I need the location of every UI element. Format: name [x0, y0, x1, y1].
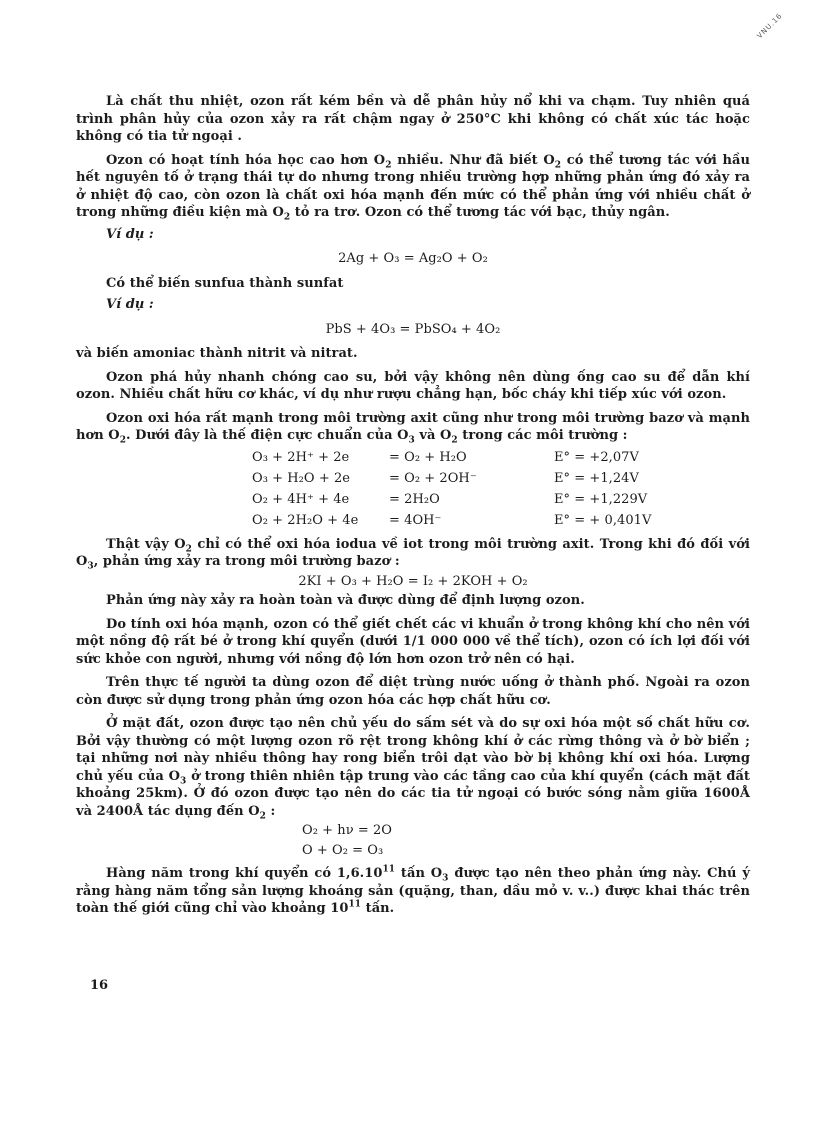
potential-row: O₂ + 2H₂O + 4e = 4OH⁻ E° = + 0,401V	[252, 513, 652, 529]
equation-lead-sulfide: PbS + 4O₃ = PbSO₄ + 4O₂	[325, 321, 501, 337]
paragraph-ammonia: và biến amoniac thành nitrit và nitrat.	[76, 346, 358, 361]
page-number: 16	[90, 978, 109, 993]
paragraph-iodide: Thật vậy $O_2$ chỉ có thể oxi hóa iodua về iot trong môi trường axit. Trong khi đó đối với $O_3$, phản ứng xảy ra trong môi trường bazơ :	[76, 536, 750, 572]
electrode-potential-table	[252, 448, 674, 532]
example-label: Ví dụ :	[106, 297, 154, 312]
equation-potassium-iodide: 2KI + O₃ + H₂O = I₂ + 2KOH + O₂	[298, 573, 528, 589]
paragraph-quantification: Phản ứng này xảy ra hoàn toàn và được dùng để định lượng ozon.	[106, 593, 585, 608]
potential-row: O₂ + 4H⁺ + 4e = 2H₂O E° = +1,229V	[252, 492, 648, 508]
equation-photolysis: O₂ + hν = 2O	[302, 823, 392, 838]
potential-row: O₃ + H₂O + 2e = O₂ + 2OH⁻ E° = +1,24V	[252, 471, 639, 487]
equation-recombination: O + O₂ = O₃	[302, 842, 384, 858]
equation-silver: 2Ag + O₃ = Ag₂O + O₂	[338, 251, 488, 266]
paragraph-bacteria: Do tính oxi hóa mạnh, ozon có thể giết chết các vi khuẩn ở trong không khí cho nên với một nồng độ rất bé ở trong khí quyển (dưới 1/1 000 000 về thể tích), ozon có ích lợi đối với sức khỏe con người, nhưng với nồng độ lớn hơn ozon trở nên có hại.	[76, 616, 750, 667]
paragraph-reactivity: Ozon có hoạt tính hóa học cao hơn $O_2$ nhiều. Như đã biết $O_2$ có thể tương tác với hầu hết nguyên tố ở trạng thái tự do nhưng trong nhiều trường hợp những phản ứng đó xảy ra ở nhiệt độ cao, còn ozon là chất oxi hóa mạnh đến mức có thể phản ứng với nhiều chất ở trong những điều kiện mà $O_2$ tỏ ra trơ. Ozon có thể tương tác với bạc, thủy ngân.	[76, 152, 751, 223]
body-text	[76, 93, 750, 918]
example-label: Ví dụ :	[106, 226, 154, 242]
paragraph-sulfide: Có thể biến sunfua thành sunfat	[106, 275, 344, 291]
paragraph-annual-production: Hàng năm trong khí quyển có 1,6.10$^{11}$ tấn $O_3$ được tạo nên theo phản ứng này. Chú ý rằng hàng năm tổng sản lượng khoáng sản (quặng, than, dầu mỏ v. v..) được khai thác trên toàn thế giới cũng chỉ vào khoảng $10^{11}$ tấn.	[76, 864, 751, 916]
paragraph-decomposition: Là chất thu nhiệt, ozon rất kém bền và dễ phân hủy nổ khi va chạm. Tuy nhiên quá trình phân hủy của ozon xảy ra rất chậm ngay ở 250°C khi không có chất xúc tác hoặc không có tia tử ngoại .	[76, 94, 750, 144]
paragraph-rubber: Ozon phá hủy nhanh chóng cao su, bởi vậy không nên dùng ống cao su để dẫn khí ozon. Nhiều chất hữu cơ khác, ví dụ như rượu chẳng hạn, bốc cháy khi tiếp xúc với ozon.	[76, 369, 750, 402]
library-stamp: VNU.16	[755, 11, 785, 41]
paragraph-disinfection: Trên thực tế người ta dùng ozon để diệt trùng nước uống ở thành phố. Ngoài ra ozon còn được sử dụng trong phản ứng ozon hóa các hợp chất hữu cơ.	[76, 675, 750, 708]
paragraph-potentials-intro: Ozon oxi hóa rất mạnh trong môi trường axit cũng như trong môi trường bazơ và mạnh hơn $O_2$. Dưới đây là thế điện cực chuẩn của $O_3$ và $O_2$ trong các môi trường :	[76, 410, 750, 446]
potential-row: O₃ + 2H⁺ + 2e = O₂ + H₂O E° = +2,07V	[252, 450, 639, 466]
paragraph-formation: Ở mặt đất, ozon được tạo nên chủ yếu do sấm sét và do sự oxi hóa một số chất hữu cơ. Bởi vậy thường có một lượng ozon rõ rệt trong không khí ở các rừng thông và ở bờ biển ; tại những nơi này nhiều thông hay rong biển trôi dạt vào bờ bị không khí oxi hóa. Lượng chủ yếu của $O_3$ ở trong thiên nhiên tập trung vào các tầng cao của khí quyển (cách mặt đất khoảng 25km). Ở đó ozon được tạo nên do các tia tử ngoại có bước sóng nằm giữa 1600Å và 2400Å tác dụng đến $O_2$ :	[76, 716, 750, 822]
